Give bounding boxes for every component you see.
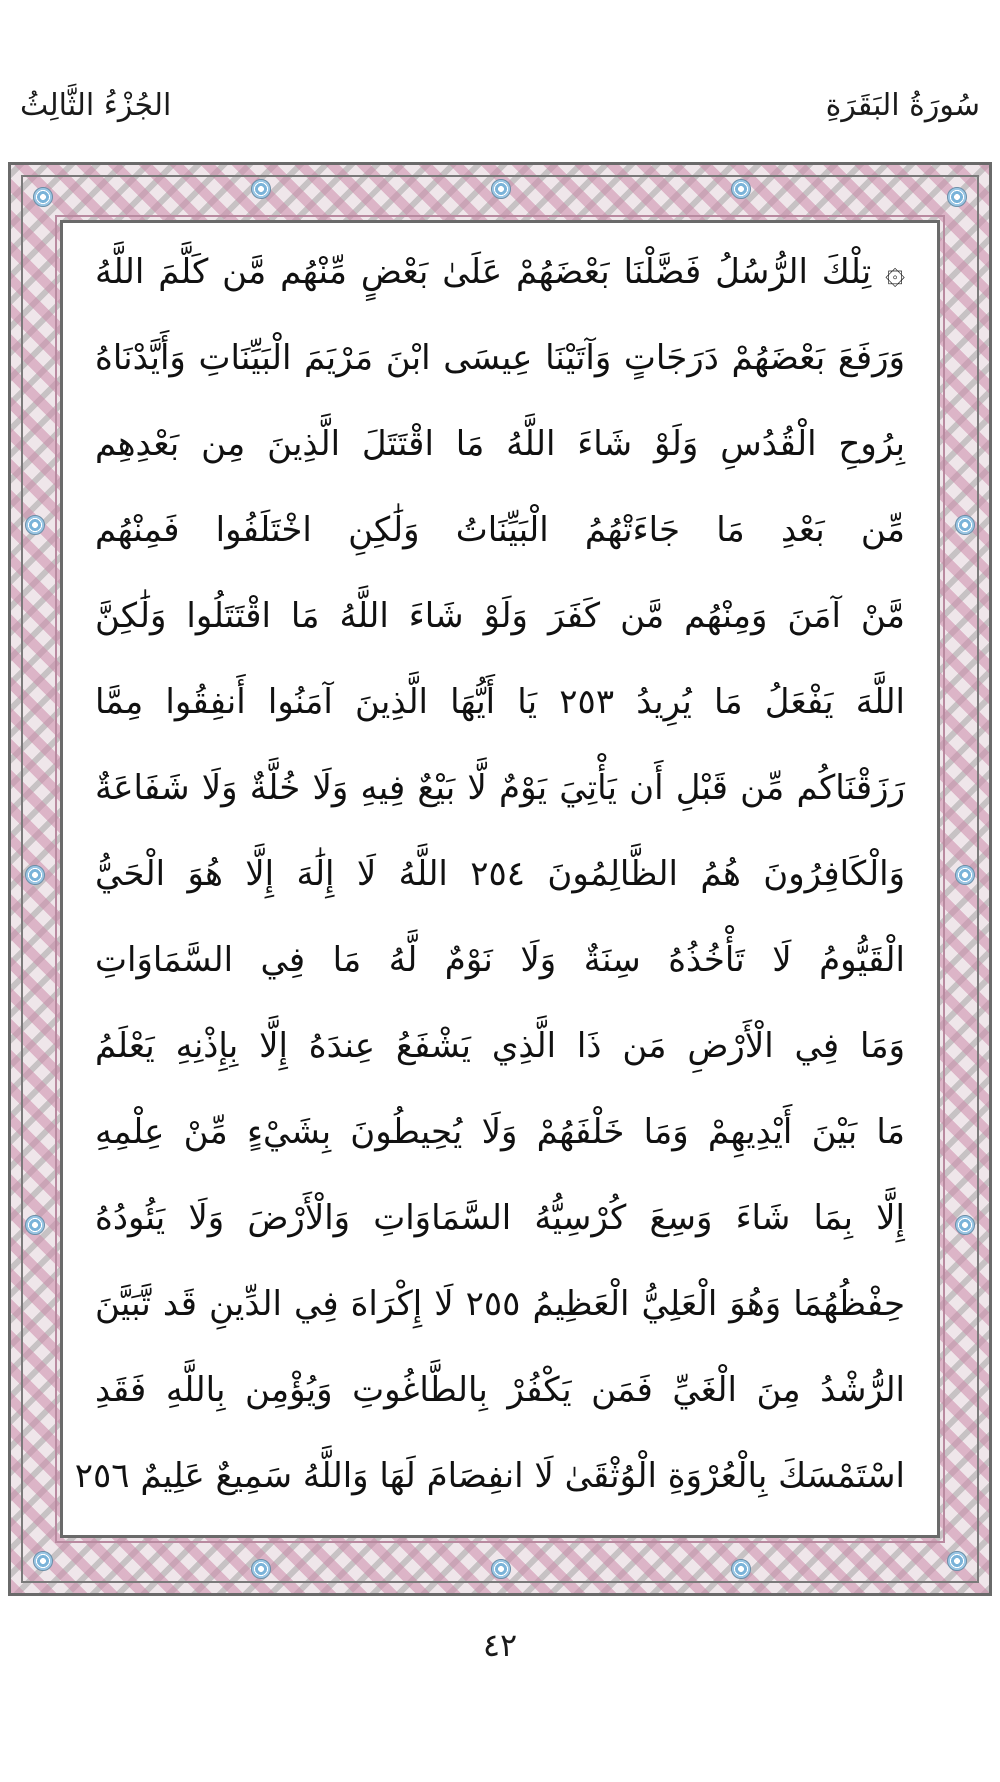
text-line: مِّن بَعْدِ مَا جَاءَتْهُمُ الْبَيِّنَاتُ وَلَٰكِنِ اخْتَلَفُوا فَمِنْهُم <box>95 510 905 550</box>
juz-name: الجُزْءُ الثَّالِثُ <box>20 88 172 123</box>
text-line: الْقَيُّومُ لَا تَأْخُذُهُ سِنَةٌ وَلَا نَوْمٌ لَّهُ مَا فِي السَّمَاوَاتِ <box>95 940 905 980</box>
rosette-icon <box>947 1551 967 1571</box>
rosette-icon <box>251 179 271 199</box>
text-line: اللَّهَ يَفْعَلُ مَا يُرِيدُ ٢٥٣ يَا أَيُّهَا الَّذِينَ آمَنُوا أَنفِقُوا مِمَّا <box>95 682 905 722</box>
rosette-icon <box>25 515 45 535</box>
rosette-icon <box>251 1559 271 1579</box>
text-line: إِلَّا بِمَا شَاءَ وَسِعَ كُرْسِيُّهُ السَّمَاوَاتِ وَالْأَرْضَ وَلَا يَئُودُهُ <box>95 1198 905 1238</box>
rosette-icon <box>955 865 975 885</box>
text-line: اسْتَمْسَكَ بِالْعُرْوَةِ الْوُثْقَىٰ لَا انفِصَامَ لَهَا وَاللَّهُ سَمِيعٌ عَلِيمٌ ٢٥٦ <box>74 1456 905 1496</box>
text-line: وَمَا فِي الْأَرْضِ مَن ذَا الَّذِي يَشْفَعُ عِندَهُ إِلَّا بِإِذْنِهِ يَعْلَمُ <box>95 1026 905 1066</box>
rosette-icon <box>33 1551 53 1571</box>
rosette-icon <box>731 179 751 199</box>
text-line: وَالْكَافِرُونَ هُمُ الظَّالِمُونَ ٢٥٤ اللَّهُ لَا إِلَٰهَ إِلَّا هُوَ الْحَيُّ <box>95 854 905 894</box>
text-line: الرُّشْدُ مِنَ الْغَيِّ فَمَن يَكْفُرْ بِالطَّاغُوتِ وَيُؤْمِن بِاللَّهِ فَقَدِ <box>95 1370 905 1410</box>
text-line: بِرُوحِ الْقُدُسِ وَلَوْ شَاءَ اللَّهُ مَا اقْتَتَلَ الَّذِينَ مِن بَعْدِهِم <box>95 424 905 464</box>
text-line: وَرَفَعَ بَعْضَهُمْ دَرَجَاتٍ وَآتَيْنَا عِيسَى ابْنَ مَرْيَمَ الْبَيِّنَاتِ وَأَيَّدْنَاهُ <box>95 338 905 378</box>
quran-text <box>74 236 905 1526</box>
text-line: ۞ تِلْكَ الرُّسُلُ فَضَّلْنَا بَعْضَهُمْ عَلَىٰ بَعْضٍ مِّنْهُم مَّن كَلَّمَ اللَّهُ <box>95 252 905 292</box>
page-number: ٤٢ <box>482 1626 518 1664</box>
rosette-icon <box>731 1559 751 1579</box>
rosette-icon <box>33 187 53 207</box>
text-line: مَا بَيْنَ أَيْدِيهِمْ وَمَا خَلْفَهُمْ وَلَا يُحِيطُونَ بِشَيْءٍ مِّنْ عِلْمِهِ <box>95 1112 905 1152</box>
rosette-icon <box>491 1559 511 1579</box>
text-line: رَزَقْنَاكُم مِّن قَبْلِ أَن يَأْتِيَ يَوْمٌ لَّا بَيْعٌ فِيهِ وَلَا خُلَّةٌ وَلَا شَفَاعَةٌ <box>95 768 905 808</box>
surah-name: سُورَةُ البَقَرَةِ <box>825 88 980 123</box>
text-line: مَّنْ آمَنَ وَمِنْهُم مَّن كَفَرَ وَلَوْ شَاءَ اللَّهُ مَا اقْتَتَلُوا وَلَٰكِنَّ <box>95 596 905 636</box>
page-header <box>20 88 980 138</box>
text-line: حِفْظُهُمَا وَهُوَ الْعَلِيُّ الْعَظِيمُ ٢٥٥ لَا إِكْرَاهَ فِي الدِّينِ قَد تَّبَيَّنَ <box>95 1284 905 1324</box>
rosette-icon <box>25 865 45 885</box>
rosette-icon <box>955 515 975 535</box>
rosette-icon <box>947 187 967 207</box>
rosette-icon <box>25 1215 45 1235</box>
rosette-icon <box>955 1215 975 1235</box>
rosette-icon <box>491 179 511 199</box>
